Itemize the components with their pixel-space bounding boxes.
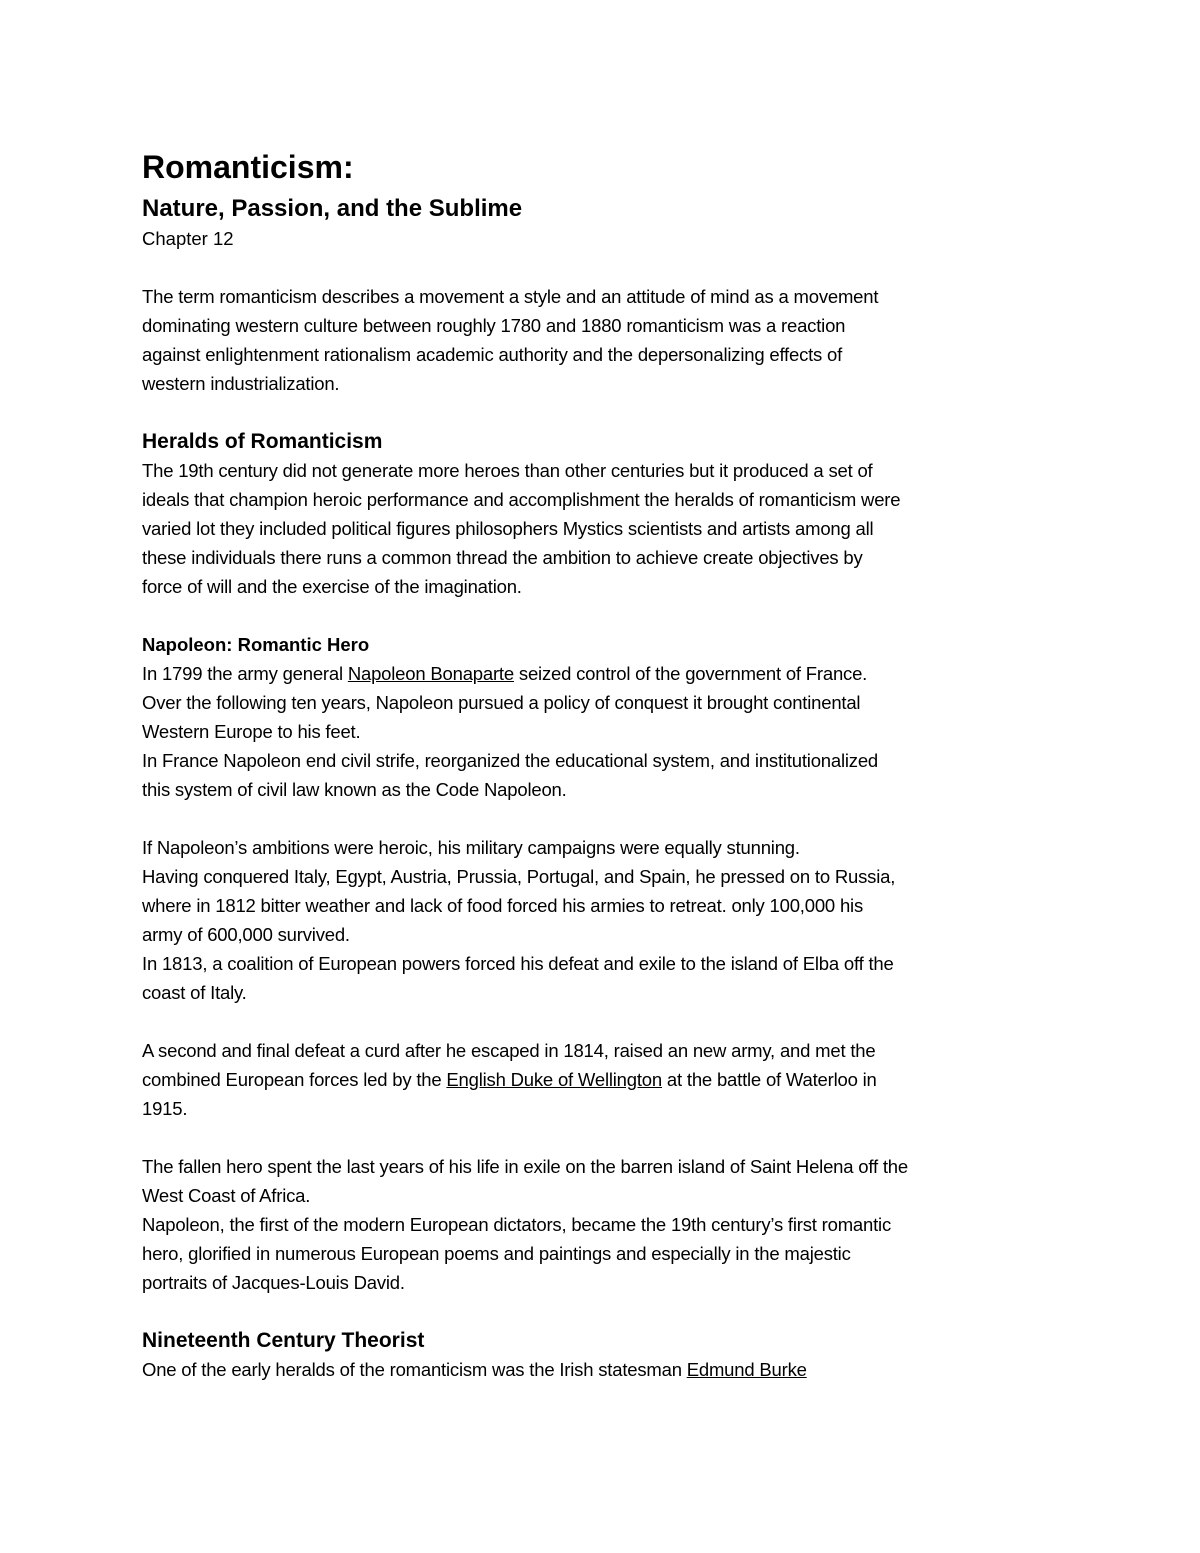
text-line: varied lot they included political figures philosophers Mystics scientists and artists among all [142, 518, 874, 539]
napoleon-paragraph [142, 659, 1062, 804]
text-line: this system of civil law known as the Code Napoleon. [142, 779, 567, 800]
edmund-burke-link[interactable]: Edmund Burke [686, 1359, 807, 1380]
text-line: In 1813, a coalition of European powers forced his defeat and exile to the island of Elba off the [142, 953, 894, 974]
text-line: portraits of Jacques-Louis David. [142, 1272, 405, 1293]
text-line: force of will and the exercise of the imagination. [142, 576, 522, 597]
spacer [142, 1123, 1062, 1152]
text-line: West Coast of Africa. [142, 1185, 311, 1206]
text-line: Napoleon, the first of the modern European dictators, became the 19th century’s first romantic [142, 1214, 892, 1235]
text-line: Having conquered Italy, Egypt, Austria, Prussia, Portugal, and Spain, he pressed on to Russia, [142, 866, 896, 887]
text-line: Western Europe to his feet. [142, 721, 361, 742]
text-line: army of 600,000 survived. [142, 924, 350, 945]
text-line: Over the following ten years, Napoleon pursued a policy of conquest it brought continental [142, 692, 861, 713]
exile-paragraph [142, 1152, 1062, 1297]
text-line: The term romanticism describes a movement a style and an attitude of mind as a movement [142, 286, 879, 307]
spacer [142, 804, 1062, 833]
text-span: One of the early heralds of the romanticism was the Irish statesman [142, 1359, 687, 1380]
text-line: ideals that champion heroic performance and accomplishment the heralds of romanticism were [142, 489, 901, 510]
text-line: A second and final defeat a curd after he escaped in 1814, raised an new army, and met the [142, 1040, 876, 1061]
document-body [142, 148, 1062, 1384]
text-line: these individuals there runs a common thread the ambition to achieve create objectives by [142, 547, 863, 568]
section-heading-heralds: Heralds of Romanticism [142, 430, 383, 453]
text-line: dominating western culture between roughly 1780 and 1880 romanticism was a reaction [142, 315, 846, 336]
napoleon-bonaparte-link[interactable]: Napoleon Bonaparte [347, 663, 514, 684]
text-line: coast of Italy. [142, 982, 247, 1003]
spacer [142, 253, 1062, 282]
intro-paragraph [142, 282, 1062, 398]
heralds-paragraph [142, 456, 1062, 601]
text-line [142, 659, 1062, 688]
text-span: combined European forces led by the [142, 1069, 447, 1090]
text-span: seized control of the government of France. [513, 663, 868, 684]
spacer [142, 1007, 1062, 1036]
defeat-paragraph [142, 1036, 1062, 1123]
text-line: If Napoleon’s ambitions were heroic, his military campaigns were equally stunning. [142, 837, 800, 858]
spacer [142, 601, 1062, 630]
text-line: The fallen hero spent the last years of his life in exile on the barren island of Saint Helena off the [142, 1156, 908, 1177]
duke-of-wellington-link[interactable]: English Duke of Wellington [446, 1069, 662, 1090]
document-title: Romanticism: [142, 149, 354, 185]
text-span: In 1799 the army general [142, 663, 348, 684]
text-line [142, 1355, 1062, 1384]
section-heading-napoleon: Napoleon: Romantic Hero [142, 634, 370, 655]
text-line: The 19th century did not generate more heroes than other centuries but it produced a set of [142, 460, 873, 481]
text-line: hero, glorified in numerous European poems and paintings and especially in the majestic [142, 1243, 851, 1264]
chapter-label: Chapter 12 [142, 228, 234, 249]
document-subtitle: Nature, Passion, and the Sublime [142, 195, 523, 222]
text-line: against enlightenment rationalism academic authority and the depersonalizing effects of [142, 344, 843, 365]
text-line: where in 1812 bitter weather and lack of food forced his armies to retreat. only 100,000 his [142, 895, 863, 916]
campaigns-paragraph [142, 833, 1062, 1007]
text-line: 1915. [142, 1098, 188, 1119]
section-heading-theorist: Nineteenth Century Theorist [142, 1329, 425, 1352]
text-line [142, 1065, 1062, 1094]
spacer [142, 1297, 1062, 1326]
text-span: at the battle of Waterloo in [661, 1069, 877, 1090]
text-line: western industrialization. [142, 373, 340, 394]
spacer [142, 398, 1062, 427]
text-line: In France Napoleon end civil strife, reorganized the educational system, and institutionalized [142, 750, 879, 771]
